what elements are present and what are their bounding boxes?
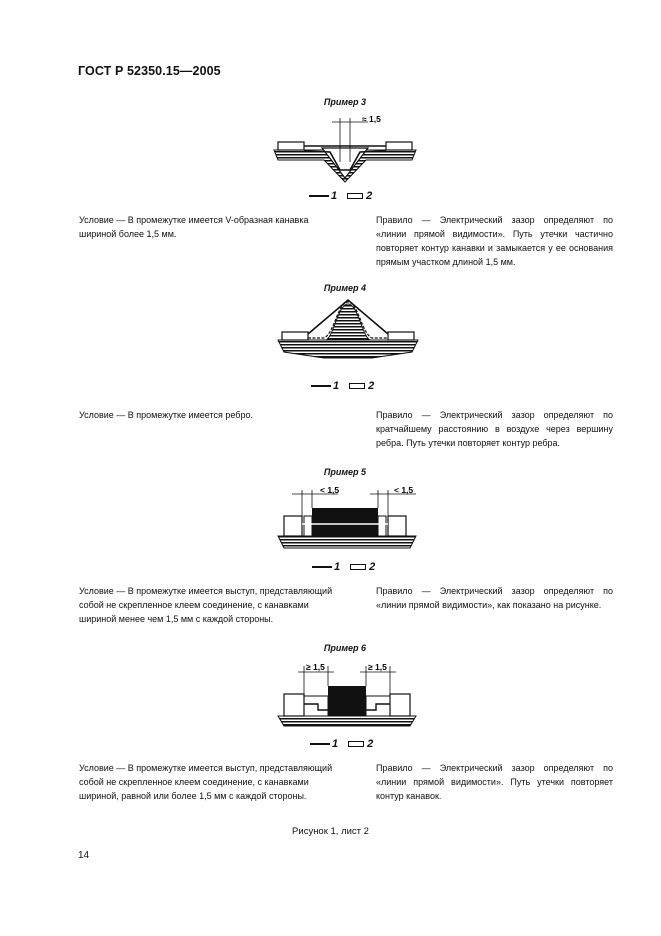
example-5-legend [312,561,375,573]
example-3-dimension: ≈ 1,5 [362,114,381,124]
example-4-legend [311,380,374,392]
figure-caption: Рисунок 1, лист 2 [292,826,369,837]
clearance-legend-line [309,195,329,197]
page-number: 14 [78,850,90,861]
example-5-condition: Условие — В промежутке имеется выступ, представляющий собой не скрепленное клеем соединение, с канавками шириной менее чем 1,5 мм с каждой стороны. [79,586,333,624]
example-3-legend [309,190,372,202]
example-5-dimension-left: < 1,5 [320,485,340,495]
legend-label-2: 2 [367,738,374,750]
creepage-legend-box [348,741,364,747]
clearance-legend-line [311,385,331,387]
creepage-legend-box [347,193,363,199]
example-3-title: Пример 3 [323,97,367,107]
example-4-rule: Правило — Электрический зазор определяют по кратчайшему расстоянию в воздухе через вершину ребра. Путь утечки повторяет контур ребра. [376,410,613,448]
legend-label-2: 2 [366,190,373,202]
legend-label-1: 1 [331,190,338,202]
example-6-figure [274,658,420,730]
example-6-title: Пример 6 [323,643,367,653]
example-6-condition: Условие — В промежутке имеется выступ, представляющий собой не скрепленное клеем соединение, с канавками шириной, равной или более 1,5 мм с каждой стороны. [79,763,333,801]
example-4-title: Пример 4 [323,283,367,293]
creepage-legend-box [349,383,365,389]
legend-label-2: 2 [369,561,376,573]
example-3-figure [270,112,420,190]
example-6-rule: Правило — Электрический зазор определяют по «линии прямой видимости». Путь утечки повторяет контур канавок. [376,763,613,801]
example-5-figure [274,482,420,554]
example-6-dimension-right: ≥ 1,5 [368,662,387,672]
legend-label-2: 2 [368,380,375,392]
example-6-dimension-left: ≥ 1,5 [306,662,325,672]
legend-label-1: 1 [334,561,341,573]
legend-label-1: 1 [332,738,339,750]
example-6-legend [310,738,373,750]
example-4-figure [276,296,420,364]
legend-label-1: 1 [333,380,340,392]
example-4-condition: Условие — В промежутке имеется ребро. [79,410,253,420]
example-3-condition: Условие — В промежутке имеется V-образная канавка шириной более 1,5 мм. [79,215,309,239]
creepage-legend-box [350,564,366,570]
example-5-title: Пример 5 [323,467,367,477]
clearance-legend-line [310,743,330,745]
document-header: ГОСТ Р 52350.15—2005 [78,64,221,78]
example-3-rule: Правило — Электрический зазор определяют по «линии прямой видимости». Путь утечки частично повторяет контур канавки и замыкается у ее основания прямым участком длиной 1,5 мм. [376,215,613,267]
example-5-rule: Правило — Электрический зазор определяют по «линии прямой видимости», как показано на рисунке. [376,586,613,610]
example-5-dimension-right: < 1,5 [394,485,414,495]
clearance-legend-line [312,566,332,568]
